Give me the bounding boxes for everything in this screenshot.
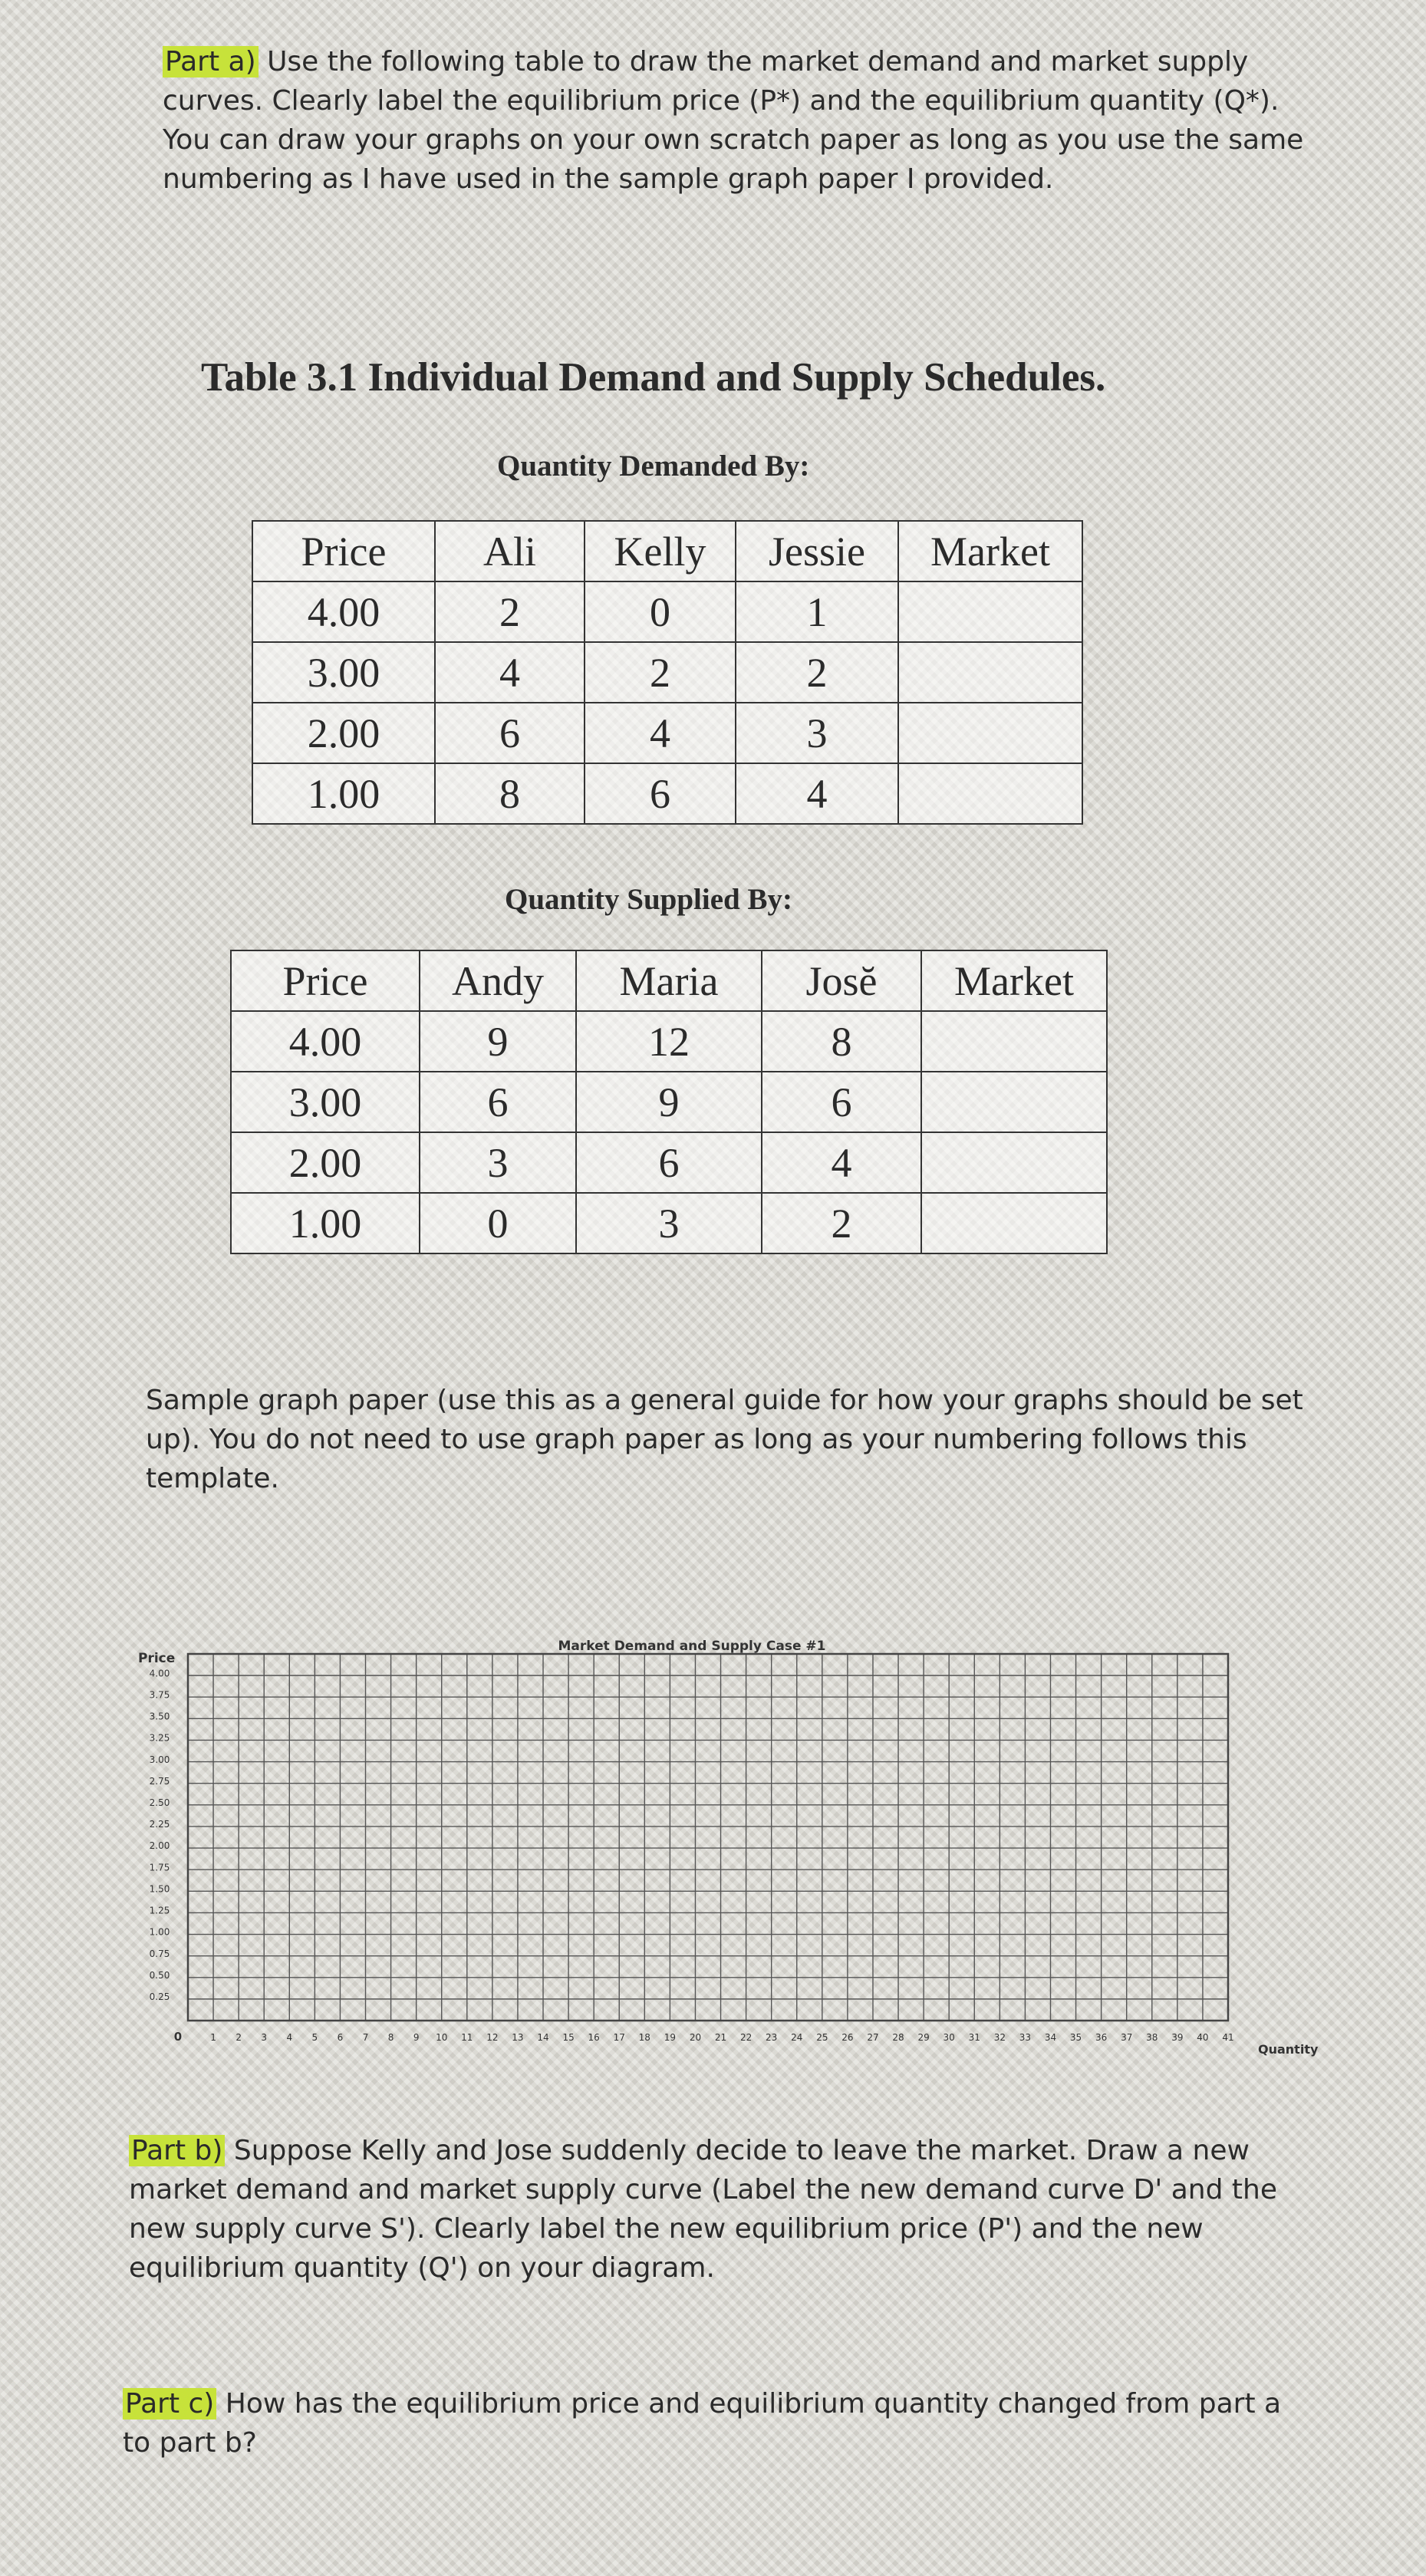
demand-cell: 4 [435,642,585,703]
supply-row [231,1072,1107,1132]
supply-header-cell: Maria [576,950,762,1011]
demand-row [252,642,1082,703]
sample-graph-paper [130,1626,1327,2064]
graph-grid [188,1654,1228,2021]
demand-header-cell: Kelly [585,521,736,581]
graph-x-tick-label: 10 [436,2032,448,2043]
supply-cell: 3 [420,1132,576,1193]
demand-cell: 1 [736,581,898,642]
graph-x-tick-label: 31 [968,2032,980,2043]
demand-cell: 4.00 [252,581,435,642]
graph-x-tick-label: 12 [486,2032,499,2043]
graph-x-tick-label: 3 [261,2032,268,2043]
demand-row [252,581,1082,642]
graph-x-tick-label: 39 [1171,2032,1184,2043]
supply-header-cell: Andy [420,950,576,1011]
graph-paper-instructions [146,1381,1303,1498]
demand-cell: 6 [435,703,585,763]
graph-x-tick-label: 8 [387,2032,394,2043]
demand-cell: 1.00 [252,763,435,824]
graph-x-tick-label: 26 [841,2032,854,2043]
graph-x-tick-label: 20 [689,2032,702,2043]
graph-y-tick-label: 2.50 [149,1797,170,1809]
supply-cell: 2 [762,1193,921,1253]
supply-cell: 6 [420,1072,576,1132]
graph-intro-line-2: up). You do not need to use graph paper as long as your numbering follows this [146,1424,1247,1455]
graph-x-tick-label: 9 [413,2032,420,2043]
part-a-tag: Part a) [163,46,259,77]
graph-y-tick-label: 2.75 [149,1775,170,1787]
demand-row [252,703,1082,763]
graph-x-tick-label: 37 [1121,2032,1133,2043]
graph-y-tick-label: 1.00 [149,1926,170,1938]
demand-market-cell[interactable] [898,581,1082,642]
graph-origin-label: 0 [173,2030,183,2044]
demand-cell: 2 [585,642,736,703]
supply-cell: 0 [420,1193,576,1253]
graph-x-tick-label: 36 [1095,2032,1108,2043]
graph-x-tick-label: 11 [461,2032,473,2043]
graph-y-tick-label: 1.25 [149,1905,170,1916]
part-a-line-4: numbering as I have used in the sample graph paper I provided. [163,163,1054,195]
graph-x-tick-label: 13 [512,2032,524,2043]
graph-x-tick-label: 30 [943,2032,955,2043]
graph-y-tick-label: 4.00 [149,1668,170,1679]
graph-x-tick-label: 18 [638,2032,650,2043]
part-b-instructions [129,2131,1277,2288]
supply-row [231,1011,1107,1072]
supply-cell: 4 [762,1132,921,1193]
demand-cell: 4 [736,763,898,824]
supply-header-cell: Price [231,950,420,1011]
graph-y-tick-label: 3.25 [149,1732,170,1744]
demand-header-cell: Ali [435,521,585,581]
part-b-line-4: equilibrium quantity (Q') on your diagram. [129,2252,715,2284]
graph-y-tick-label: 3.50 [149,1711,170,1722]
supply-cell: 9 [576,1072,762,1132]
supply-schedule-table [230,950,1108,1254]
graph-y-tick-label: 3.00 [149,1754,170,1765]
graph-x-tick-label: 27 [867,2032,879,2043]
graph-x-tick-label: 40 [1197,2032,1209,2043]
graph-x-ticks [210,2032,1233,2043]
demand-header-cell: Price [252,521,435,581]
supply-cell: 1.00 [231,1193,420,1253]
graph-y-tick-label: 2.00 [149,1840,170,1852]
supply-cell: 3 [576,1193,762,1253]
graph-y-tick-label: 3.75 [149,1689,170,1701]
graph-x-tick-label: 14 [537,2032,549,2043]
graph-x-tick-label: 5 [311,2032,318,2043]
demand-cell: 4 [585,703,736,763]
graph-y-tick-label: 0.25 [149,1991,170,2003]
graph-x-tick-label: 22 [739,2032,753,2043]
demand-cell: 6 [585,763,736,824]
demand-cell: 2.00 [252,703,435,763]
graph-x-tick-label: 38 [1146,2032,1158,2043]
demand-market-cell[interactable] [898,642,1082,703]
graph-x-axis-label: Quantity [1258,2042,1319,2057]
demand-header-cell: Market [898,521,1082,581]
graph-x-tick-label: 33 [1019,2032,1032,2043]
demand-cell: 3 [736,703,898,763]
graph-y-ticks [150,1668,170,2002]
supply-cell: 3.00 [231,1072,420,1132]
graph-x-tick-label: 1 [210,2032,216,2043]
supply-header-cell: Josĕ [762,950,921,1011]
part-c-question [123,2384,1281,2462]
graph-x-tick-label: 19 [664,2032,677,2043]
graph-x-tick-label: 7 [362,2032,369,2043]
graph-x-tick-label: 4 [286,2032,293,2043]
graph-x-tick-label: 41 [1222,2032,1234,2043]
demand-header-row [252,521,1082,581]
part-b-line-1: Part b) Suppose Kelly and Jose suddenly decide to leave the market. Draw a new [129,2131,1277,2170]
demand-market-cell[interactable] [898,763,1082,824]
graph-x-tick-label: 6 [337,2032,344,2043]
graph-x-tick-label: 15 [562,2032,575,2043]
supply-row [231,1193,1107,1253]
part-c-tag: Part c) [123,2388,216,2420]
graph-x-tick-label: 17 [613,2032,625,2043]
supply-table-caption: Quantity Supplied By: [505,883,792,916]
graph-y-axis-label: Price [138,1651,176,1666]
graph-x-tick-label: 25 [816,2032,828,2043]
graph-y-tick-label: 2.25 [149,1819,170,1830]
part-a-line-2: curves. Clearly label the equilibrium price (P*) and the equilibrium quantity (Q*). [163,85,1279,117]
demand-row [252,763,1082,824]
demand-cell: 2 [736,642,898,703]
graph-frame [188,1654,1228,2021]
graph-x-tick-label: 24 [791,2032,803,2043]
demand-header-cell: Jessie [736,521,898,581]
supply-market-cell[interactable] [921,1072,1107,1132]
supply-cell: 8 [762,1011,921,1072]
sample-graph-svg [130,1626,1327,2064]
graph-intro-line-3: template. [146,1463,279,1494]
graph-x-tick-label: 29 [917,2032,930,2043]
graph-x-tick-label: 2 [235,2032,242,2043]
demand-schedule-table [252,520,1083,825]
demand-cell: 2 [435,581,585,642]
demand-cell: 8 [435,763,585,824]
supply-market-cell[interactable] [921,1193,1107,1253]
part-b-line-3: new supply curve S'). Clearly label the new equilibrium price (P') and the new [129,2213,1204,2245]
part-c-line-1: Part c) How has the equilibrium price and equilibrium quantity changed from part a [123,2384,1281,2423]
demand-cell: 3.00 [252,642,435,703]
graph-title: Market Demand and Supply Case #1 [558,1639,826,1654]
graph-x-tick-label: 34 [1044,2032,1057,2043]
part-b-tag: Part b) [129,2135,225,2166]
table-title: Table 3.1 Individual Demand and Supply Schedules. [201,355,1106,400]
supply-cell: 9 [420,1011,576,1072]
supply-cell: 12 [576,1011,762,1072]
supply-cell: 2.00 [231,1132,420,1193]
graph-y-tick-label: 0.75 [149,1948,170,1959]
supply-market-cell[interactable] [921,1132,1107,1193]
supply-row [231,1132,1107,1193]
graph-x-tick-label: 32 [993,2032,1006,2043]
supply-header-row [231,950,1107,1011]
graph-y-tick-label: 1.50 [149,1883,170,1895]
supply-market-cell[interactable] [921,1011,1107,1072]
demand-cell: 0 [585,581,736,642]
graph-x-tick-label: 23 [766,2032,778,2043]
graph-intro-line-1: Sample graph paper (use this as a general guide for how your graphs should be set [146,1385,1303,1416]
supply-cell: 6 [762,1072,921,1132]
demand-market-cell[interactable] [898,703,1082,763]
part-a-instructions [163,42,1303,199]
graph-x-tick-label: 21 [714,2032,727,2043]
graph-x-tick-label: 28 [892,2032,904,2043]
graph-y-tick-label: 1.75 [149,1862,170,1873]
supply-cell: 4.00 [231,1011,420,1072]
graph-x-tick-label: 35 [1069,2032,1082,2043]
graph-x-tick-label: 16 [588,2032,600,2043]
part-a-line-1: Part a) Use the following table to draw the market demand and market supply [163,42,1303,81]
part-c-line-2: to part b? [123,2427,257,2459]
supply-header-cell: Market [921,950,1107,1011]
supply-cell: 6 [576,1132,762,1193]
part-a-line-3: You can draw your graphs on your own scratch paper as long as you use the same [163,124,1304,156]
demand-table-caption: Quantity Demanded By: [497,450,810,483]
part-b-line-2: market demand and market supply curve (Label the new demand curve D' and the [129,2174,1277,2205]
graph-y-tick-label: 0.50 [149,1969,170,1981]
